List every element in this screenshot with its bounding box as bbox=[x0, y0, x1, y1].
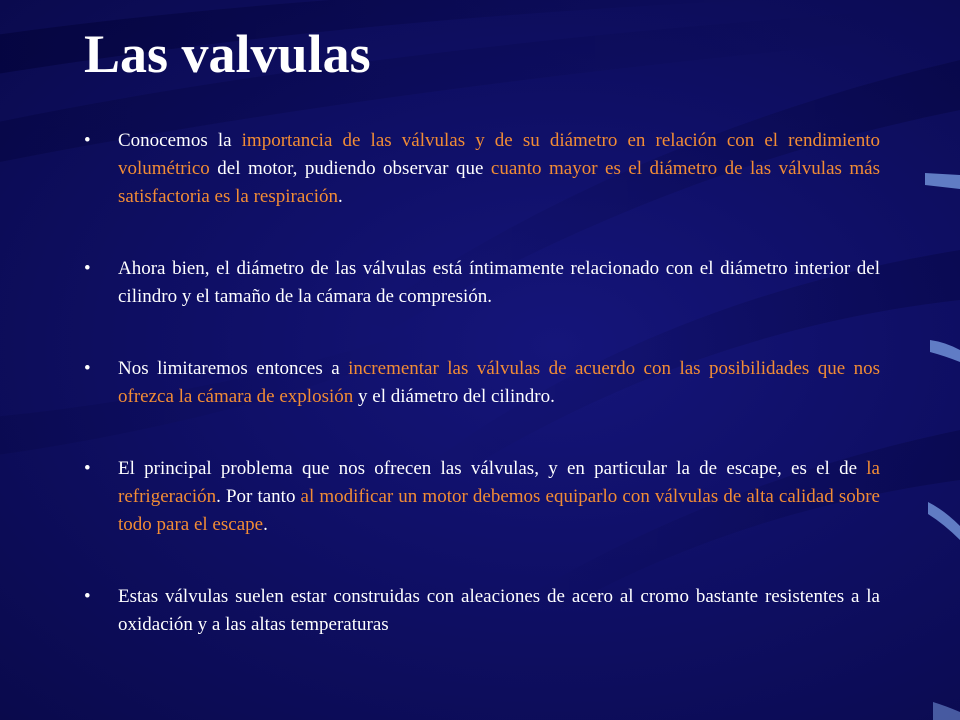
highlighted-text: cuanto mayor es el diámetro de las válvulas más satisfactoria es la respiración bbox=[118, 158, 880, 207]
bullet-item bbox=[84, 455, 880, 539]
highlighted-text: importancia de las válvulas y de su diámetro en relación con el rendimiento volumétrico bbox=[118, 130, 880, 179]
body-text: . bbox=[263, 514, 268, 535]
bullet-item bbox=[84, 255, 880, 311]
bullet-text bbox=[118, 583, 880, 639]
bullet-text bbox=[118, 455, 880, 539]
body-text: . bbox=[337, 186, 343, 207]
bullet-text bbox=[118, 255, 880, 311]
highlighted-text: al modificar un motor debemos equiparlo con válvulas de alta calidad sobre todo para el escape bbox=[118, 486, 880, 535]
body-text: El principal problema que nos ofrecen las válvulas, y en particular la de escape, es el de bbox=[118, 458, 867, 479]
bullet-item bbox=[84, 127, 880, 211]
bullet-marker: • bbox=[84, 586, 91, 607]
bullet-list bbox=[84, 127, 880, 639]
bullet-marker: • bbox=[84, 258, 91, 279]
body-text: del motor, pudiendo observar que bbox=[209, 158, 491, 179]
highlighted-text: incrementar las válvulas de acuerdo con las posibilidades que nos ofrezca la cámara de explosión bbox=[118, 358, 881, 407]
body-text: Nos limitaremos entonces a bbox=[118, 358, 349, 379]
bullet-item bbox=[84, 583, 880, 639]
bullet-text bbox=[118, 355, 880, 411]
bullet-item bbox=[84, 355, 880, 411]
slide-title: Las valvulas bbox=[84, 24, 371, 84]
body-text: Ahora bien, el diámetro de las válvulas está íntimamente relacionado con el diámetro interior del cilindro y el tamaño de la cámara de compresión. bbox=[118, 258, 880, 307]
bullet-marker: • bbox=[84, 458, 91, 479]
bullet-marker: • bbox=[84, 130, 91, 151]
bullet-marker: • bbox=[84, 358, 91, 379]
body-text: . Por tanto bbox=[216, 486, 301, 507]
body-text: Conocemos la bbox=[118, 130, 242, 151]
highlighted-text: la refrigeración bbox=[118, 458, 880, 507]
body-text: y el diámetro del cilindro. bbox=[353, 386, 555, 407]
body-text: Estas válvulas suelen estar construidas con aleaciones de acero al cromo bastante resistentes a la oxidación y a las altas temperaturas bbox=[118, 586, 880, 635]
bullet-text bbox=[118, 127, 880, 211]
